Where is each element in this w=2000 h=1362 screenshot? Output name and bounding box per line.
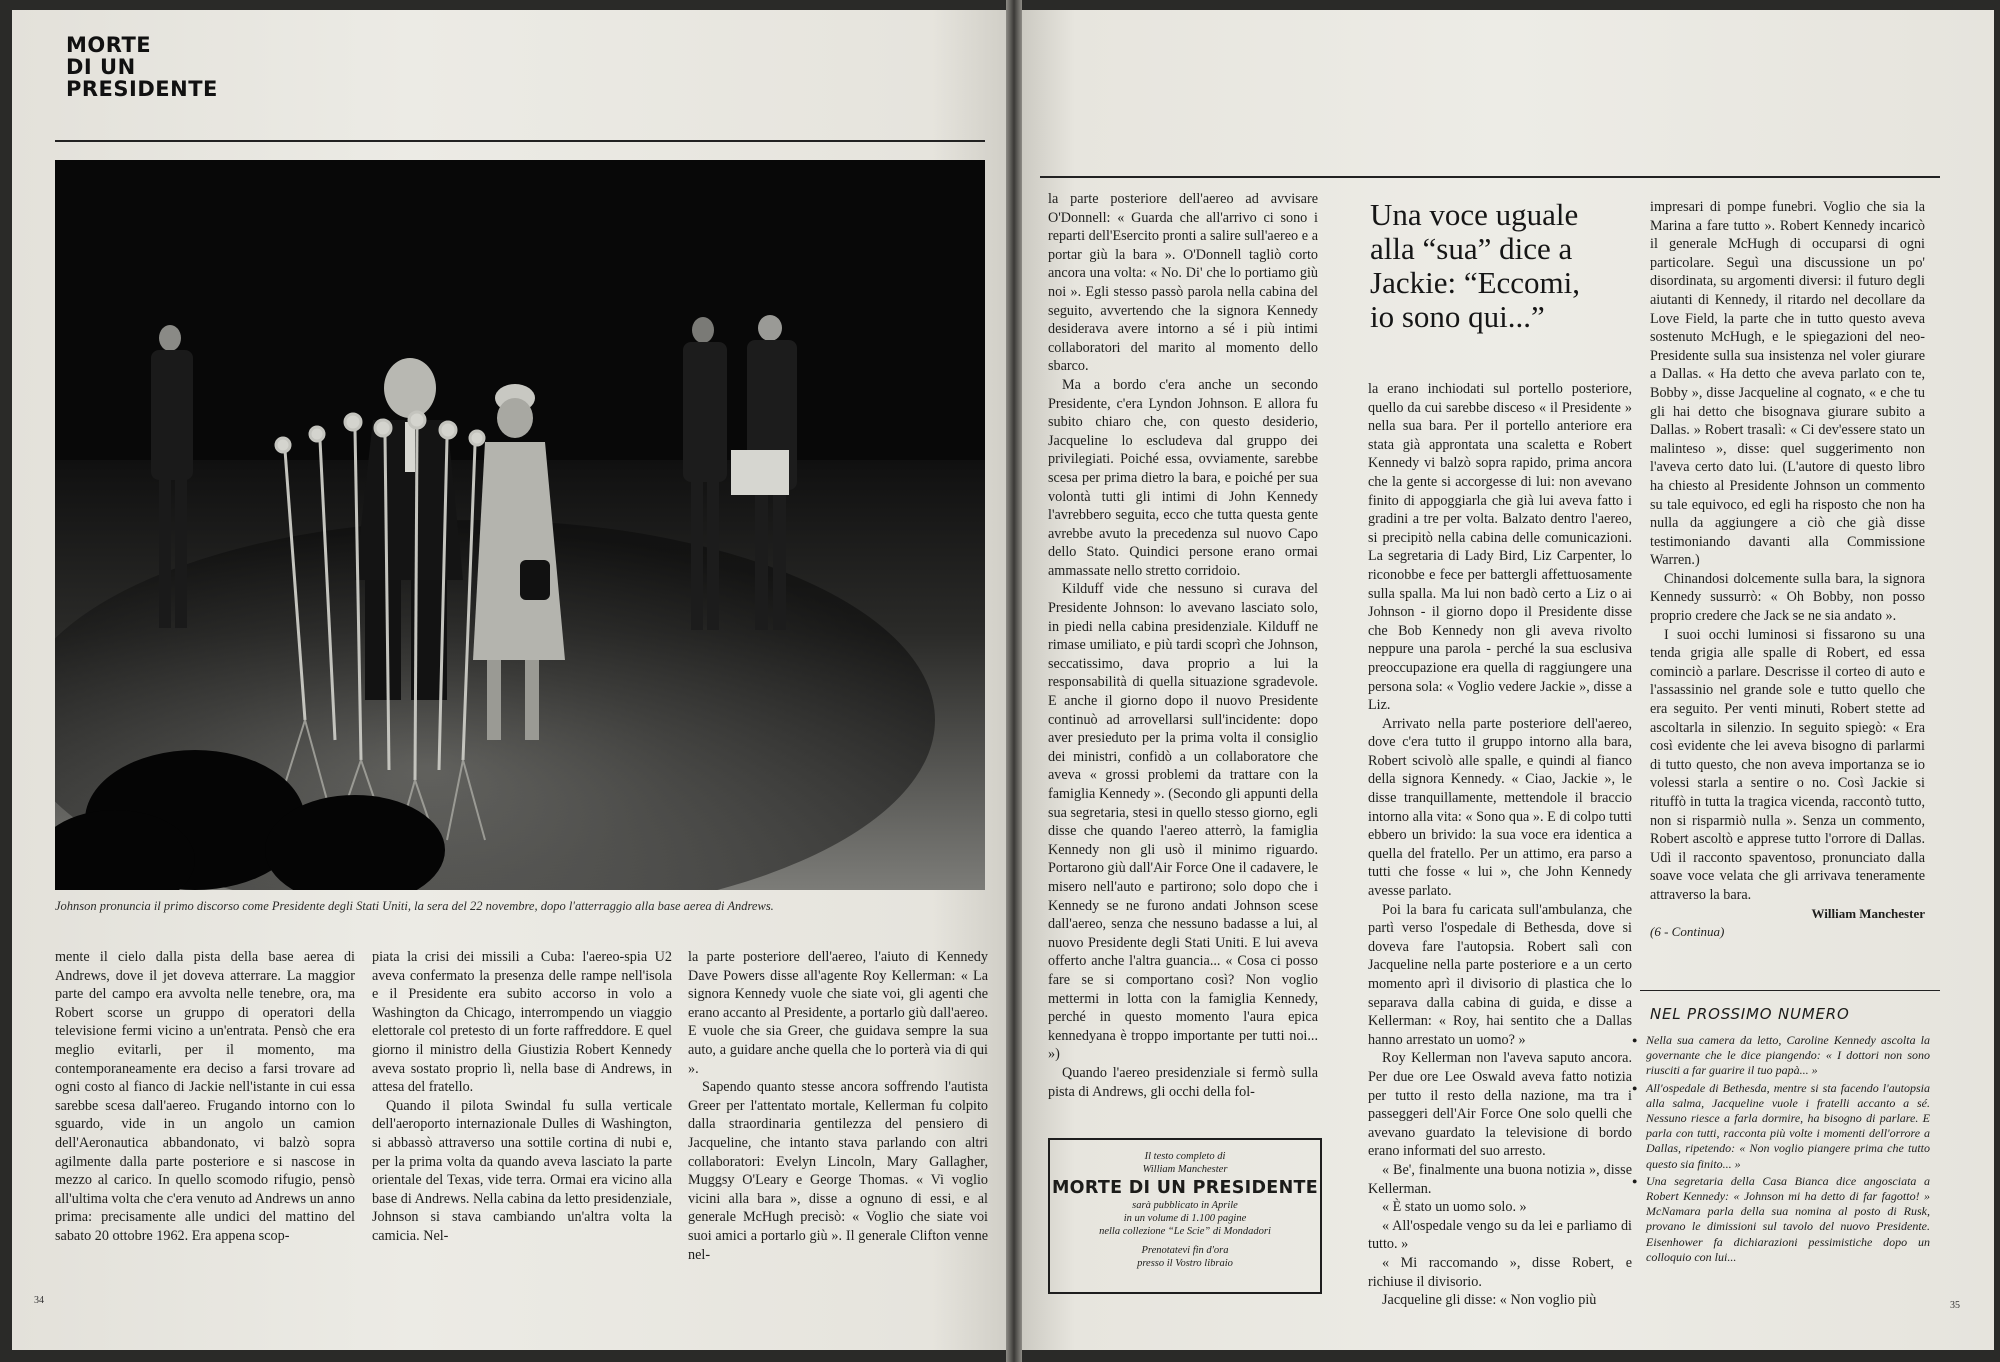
paragraph: « Mi raccomando », disse Robert, e richiuse il divisorio. xyxy=(1368,1254,1632,1290)
paragraph: Quando il pilota Swindal fu sulla verticale dell'aeroporto internazionale Dulles di Washington, si abbassò attraverso una sottile cortina di nubi e, per la prima volta da quando aveva lasciato la parte orientale del Texas, vide terra. Ormai era vicino alla base di Andrews. Nella cabina da letto presidenziale, Johnson si stava cambiando un'altra volta la camicia. Nel- xyxy=(372,1097,672,1244)
paragraph: Jacqueline gli disse: « Non voglio più xyxy=(1382,1292,1597,1309)
right-column-1 xyxy=(1048,190,1318,1101)
promo-line: Il testo completo di xyxy=(1144,1151,1226,1162)
press-photo xyxy=(55,160,985,890)
right-column-2 xyxy=(1368,380,1632,1310)
list-item: ● Una segretaria della Casa Bianca dice angosciata a Robert Kennedy: « Johnson mi ha detto di far fagotto! » McNamara parla della sua nomina al posto di Rusk, provano le dimissioni sul tavolo del nuovo Presidente. Eisenhower fa dichiarazioni pessimistiche dopo un colloquio con lui... xyxy=(1630,1174,1930,1265)
paragraph: la parte posteriore dell'aereo ad avvisare O'Donnell: « Guarda che all'arrivo ci sono i reparti dell'Esercito pronti a salire sull'aereo e a portar giù la bara ». O'Donnell tagliò corto ancora una volta: « No. Di' che lo portiamo giù noi ». Egli stesso passò parola nella cabina del seguito, avvertendo che la signora Kennedy desiderava avere intorno a sé i più intimi collaboratori del marito al momento dello sbarco. xyxy=(1048,191,1318,375)
next-issue-heading: NEL PROSSIMO NUMERO xyxy=(1650,1005,1850,1023)
author-signature: William Manchester xyxy=(1811,905,1925,921)
header-line-3: PRESIDENTE xyxy=(66,77,218,101)
next-issue-rule xyxy=(1640,990,1940,991)
paragraph: « All'ospedale vengo su da lei e parliamo di tutto. » xyxy=(1368,1217,1632,1253)
promo-line: presso il Vostro libraio xyxy=(1137,1258,1233,1269)
paragraph: I suoi occhi luminosi si fissarono su una tenda grigia alle spalle di Robert, ed essa cominciò a parlare. Descrisse il corteo di auto e l'assassinio nel grande sole e tutto quello che era seguito. Per venti minuti, Robert stette ad ascoltarla in silenzio. In seguito spiegò: « Era così evidente che lei aveva bisogno di parlarmi di tutto questo, che non aveva importanza se io volessi starla a sentire o no. Così Jackie si rituffò in tutta la tragica vicenda, raccontò tutto, non si risparmiò nulla ». Senza un commento, Robert ascoltò e apprese tutto l'orrore di Dallas. Udì il racconto spaventoso, pronunciato dalla soave voce velata che gli arrivava teneramente attraverso la bara. xyxy=(1650,626,1925,903)
paragraph: la parte posteriore dell'aereo, l'aiuto di Kennedy Dave Powers disse all'agente Roy Kellerman: « La signora Kennedy vuole che siate voi, gli agenti che erano accanto al Presidente, a portarlo giù dall'aereo. E vuole che sia Greer, che guidava sempre la sua auto, a guidare anche quella che lo porterà via di qui ». xyxy=(688,949,988,1077)
page-number-left: 34 xyxy=(34,1295,44,1306)
right-header-rule xyxy=(1040,176,1940,178)
right-column-3 xyxy=(1650,198,1925,942)
paragraph: la erano inchiodati sul portello posteriore, quello da cui sarebbe disceso « il Presidente » nella sua bara. Per il portello anteriore era stata già approntata una scaletta e Robert Kennedy vi balzò sopra rapido, prima ancora che la gente si accorgesse di lui: non avevano finito di appoggiarla che già lui aveva fatto i gradini a tre per volta. Balzato dentro l'aereo, si precipitò nella cabina delle comunicazioni. La segretaria di Lady Bird, Liz Carpenter, lo riconobbe e fece per battergli affettuosamente sulla spalla. Ma lui non badò certo a Liz o ai Johnson - il giorno dopo il Presidente disse che Bob Kennedy non gli aveva rivolto neppure una parola - perché la sua esclusiva preoccupazione era quella di raggiungere una persona sola: « Voglio vedere Jackie », disse a Liz. xyxy=(1368,381,1632,714)
left-column-2 xyxy=(372,948,672,1246)
left-header-rule xyxy=(55,140,985,142)
series-header xyxy=(66,34,218,100)
list-item: ● Nella sua camera da letto, Caroline Kennedy ascolta la governante che le dice piangendo: « I dottori non sono riusciti a far guarire il tuo papà... » xyxy=(1630,1033,1930,1079)
header-line-1: MORTE xyxy=(66,33,152,57)
paragraph: « È stato un uomo solo. » xyxy=(1382,1199,1527,1216)
continued-note: (6 - Continua) xyxy=(1650,924,1725,940)
paragraph: Ma a bordo c'era anche un secondo Presidente, c'era Lyndon Johnson. E allora fu subito chiaro che, con questo desiderio, Jacqueline lo escludeva dal gruppo dei privilegiati. Poiché essa, ovviamente, sarebbe scesa per prima dietro la bara, e poiché per sua volontà tutti gli intimi di John Kennedy l'avrebbero seguita, ecco che tutta questa gente avrebbe avuto la precedenza sul nuovo Capo dello Stato. Quindici persone erano ormai ammassate nello stretto corridoio. xyxy=(1048,376,1318,579)
promo-book-title: MORTE DI UN PRESIDENTE xyxy=(1051,1178,1319,1198)
paragraph: Kilduff vide che nessuno si curava del Presidente Johnson: lo avevano lasciato solo, in piedi nella cabina presidenziale. Kilduff ne rimase umiliato, e più tardi scoprì che Johnson, seccatissimo, dava proprio a lui la responsabilità di quella situazione sgradevole. E anche il giorno dopo il nuovo Presidente continuò ad arrovellarsi sull'incidente: dopo aver presieduto per la prima volta il consiglio dei ministri, confidò a un collaboratore che aveva « grossi problemi da trattare con la famiglia Kennedy ». (Secondo gli appunti della sua segretaria, stesi in quello stesso giorno, egli disse che quando l'aereo atterrò, la famiglia Kennedy non gli usò il minimo riguardo. Portarono giù dall'Air Force One il cadavere, le misero nell'auto e partirono; solo dopo che i Kennedy se ne furono andati Johnson scese dall'aereo, senza che nessuno badasse a lui, al nuovo Presidente degli Stati Uniti. E lui aveva offerto anche l'altra guancia... « Cosa ci posso fare se si comportano così? Non voglio mettermi in lotta con la famiglia Kennedy, perché in questo momento l'aura epica kennedyana è troppo importante per tutti noi... ») xyxy=(1048,581,1318,1063)
list-item: ● All'ospedale di Bethesda, mentre si sta facendo l'autopsia alla salma, Jacqueline vuole i fratelli accanto a sé. Nessuno riesce a farla dormire, ha bisogno di parlare. E parla con tutti, racconta più volte i momenti dell'orrore a Dallas, ripetendo: « Non voglio piangere prima che tutto questo sia finito... » xyxy=(1630,1081,1930,1172)
paragraph: Quando l'aereo presidenziale si fermò sulla pista di Andrews, gli occhi della fol- xyxy=(1048,1064,1318,1100)
book-promo-box xyxy=(1048,1138,1322,1294)
promo-line: nella collezione “Le Scie” di Mondadori xyxy=(1099,1226,1271,1237)
left-column-3 xyxy=(688,948,988,1264)
paragraph: Roy Kellerman non l'aveva saputo ancora. Per due ore Lee Oswald aveva fatto notizia per tutto il resto della nazione, ma tra i passeggeri dell'Air Force One solo quelli che avevano guardato la televisione di bordo erano informati del suo arresto. xyxy=(1368,1050,1632,1160)
next-issue-box xyxy=(1630,1005,1930,1267)
paragraph: Arrivato nella parte posteriore dell'aereo, dove c'era tutto il gruppo intorno alla bara, Robert scivolò alle spalle, e quindi al fianco della signora Kennedy. « Ciao, Jackie », le disse tranquillamente, mettendole il braccio intorno alla vita: « Sono qua ». E di colpo tutti ebbero un brivido: la sua voce era identica a quella del fratello. Per un attimo, era parso a tutti che fosse « lui », che John Kennedy avesse parlato. xyxy=(1368,715,1632,900)
page-gutter xyxy=(1006,0,1022,1362)
next-issue-list xyxy=(1630,1033,1930,1265)
paragraph: Sapendo quanto stesse ancora soffrendo l'autista Greer per l'attentato mortale, Kellerman fu colpito dalla straordinaria gentilezza del pensiero di Jacqueline, che intanto stava parlando con altri collaboratori: Evelyn Lincoln, Mary Gallagher, Muggsy O'Leary e George Thomas. « Vi voglio vicini alla bara », disse a ognuno di essi, e al generale McHugh precisò: « Voglio che siate voi suoi amici a portarlo giù ». Il generale Clifton venne nel- xyxy=(688,1079,988,1263)
paragraph: mente il cielo dalla pista della base aerea di Andrews, dove il jet doveva atterrare. La maggior parte del campo era avvolta nelle tenebre, ora, ma Robert scorse un gruppo di operatori della televisione fermi vicino a un'entrata. Pensò che era meglio evitarli, per il momento, ma contemporaneamente era deciso a farsi trovare ad ogni costo al fianco di Jackie nell'istante in cui essa sarebbe scesa dall'aereo. Frugando intorno con lo sguardo, vide in un angolo un camion dell'Aeronautica abbandonato, vi balzò sopra agilmente dalla parte posteriore e si nascose in mezzo al carico. In quello scomodo rifugio, pensò all'ultima volta che c'era venuto ad Andrews un anno prima: precisamente alle undici del mattino del sabato 20 ottobre 1962. Era appena scop- xyxy=(55,949,355,1244)
paragraph: piata la crisi dei missili a Cuba: l'aereo-spia U2 aveva confermato la presenza delle rampe nell'isola e il Presidente era subito accorso in volo a Washington da Chicago, interrompendo un viaggio elettorale col pretesto di un forte raffreddore. E quel giorno il ministro della Giustizia Robert Kennedy aveva sostato proprio lì, nella base di Andrews, in attesa del fratello. xyxy=(372,949,672,1096)
paragraph: impresari di pompe funebri. Voglio che sia la Marina a fare tutto ». Robert Kennedy incaricò il generale McHugh di occuparsi di ogni particolare. Seguì una discussione un po' disordinata, su argomenti diversi: il futuro degli aiutanti di Kennedy, il ritardo nel decollare da Love Field, la parte che in tutto questo aveva sostenuto McHugh, e le spiegazioni del neo-Presidente sulla sua insistenza nel voler giurare a Dallas. « Ha detto che aveva parlato con te, Bobby », disse Jacqueline al cognato, « e che tu gli hai detto che bisognava giurare subito a Dallas. » Robert trasalì: « Ci dev'essere stato un malinteso », disse: quel suggerimento non l'aveva certo dato lui. (L'autore di questo libro ha chiesto al Presidente Johnson un commento su tale equivoco, ed egli ha risposto che non ha nulla da aggiungere a ciò che già disse testimoniando davanti alla Commissione Warren.) xyxy=(1650,199,1925,569)
article-title: Una voce uguale alla “sua” dice a Jackie: “Eccomi, io sono qui...” xyxy=(1370,197,1581,334)
header-line-2: DI UN xyxy=(66,55,136,79)
promo-line: in un volume di 1.100 pagine xyxy=(1123,1213,1247,1224)
promo-line: Prenotatevi fin d'ora xyxy=(1141,1245,1229,1256)
photo-scene xyxy=(55,160,985,890)
paragraph: Chinandosi dolcemente sulla bara, la signora Kennedy sussurrò: « Oh Bobby, non posso proprio credere che Jack se ne sia andato ». xyxy=(1650,570,1925,625)
page-number-right: 35 xyxy=(1950,1300,1960,1311)
promo-line: sarà pubblicato in Aprile xyxy=(1132,1200,1238,1211)
left-column-1 xyxy=(55,948,355,1246)
paragraph: « Be', finalmente una buona notizia », disse Kellerman. xyxy=(1368,1161,1632,1197)
promo-line: William Manchester xyxy=(1142,1164,1228,1175)
photo-caption: Johnson pronuncia il primo discorso come Presidente degli Stati Uniti, la sera del 22 novembre, dopo l'atterraggio alla base aerea di Andrews. xyxy=(55,899,774,913)
paragraph: Poi la bara fu caricata sull'ambulanza, che partì verso l'ospedale di Bethesda, dove si doveva fare l'autopsia. Robert salì con Jacqueline nella parte posteriore e a un certo momento aprì il divisorio di plastica che lo separava dalla cabina di guida, e disse a Kellerman: « Roy, hai sentito che a Dallas hanno arrestato un uomo? » xyxy=(1368,901,1632,1048)
